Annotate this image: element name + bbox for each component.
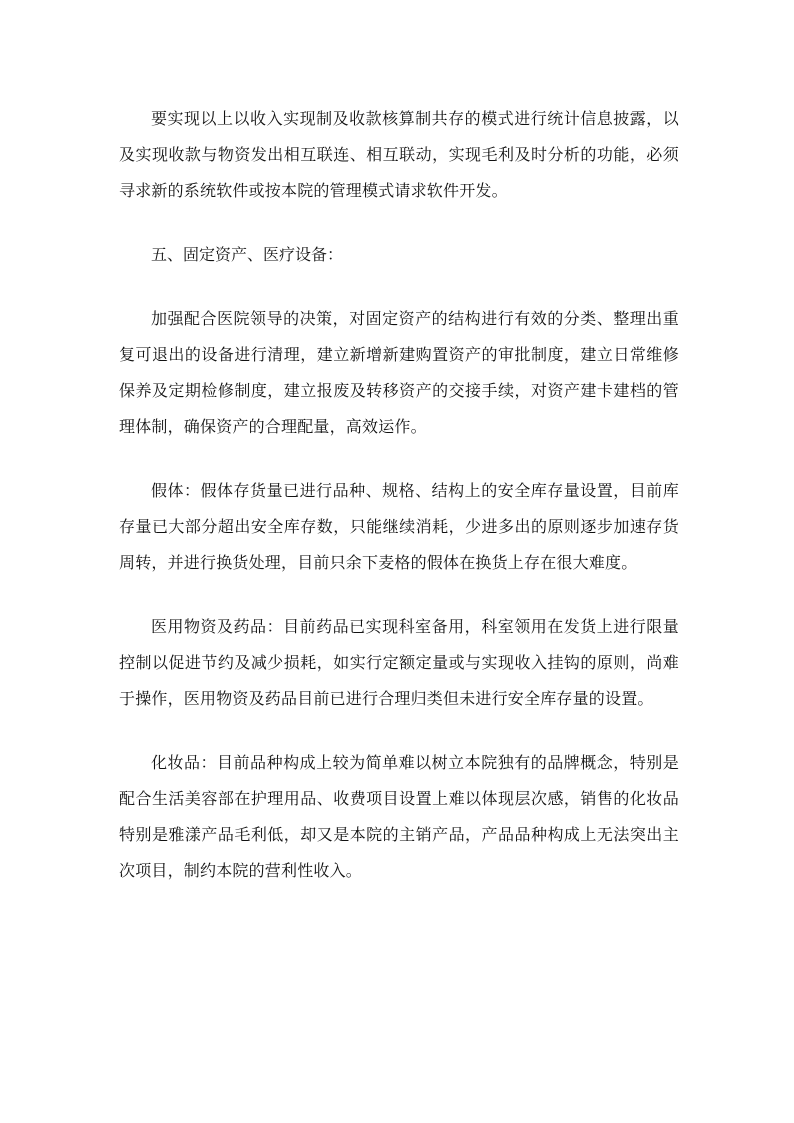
paragraph-fixed-assets: 加强配合医院领导的决策，对固定资产的结构进行有效的分类、整理出重复可退出的设备进行清理，建立新增新建购置资产的审批制度，建立日常维修保养及定期检修制度，建立报废及转移资产的交接手续，对资产建卡建档的管理体制，确保资产的合理配量，高效运作。 [119, 309, 679, 436]
section-heading-fixed-assets: 五、固定资产、医疗设备： [151, 245, 344, 264]
paragraph-medical-supplies: 医用物资及药品：目前药品已实现科室备用，科室领用在发货上进行限量控制以促进节约及减少损耗，如实行定额定量或与实现收入挂钩的原则，尚难于操作，医用物资及药品目前已进行合理归类但未进行安全库存量的设置。 [119, 617, 679, 708]
paragraph-statistics-disclosure: 要实现以上以收入实现制及收款核算制共存的模式进行统计信息披露，以及实现收款与物资发出相互联连、相互联动，实现毛利及时分析的功能，必须寻求新的系统软件或按本院的管理模式请求软件开发。 [119, 109, 679, 200]
paragraph-cosmetics: 化妆品：目前品种构成上较为简单难以树立本院独有的品牌概念，特别是配合生活美容部在护理用品、收费项目设置上难以体现层次感，销售的化妆品特别是雅漾产品毛利低，却又是本院的主销产品，产品品种构成上无法突出主次项目，制约本院的营利性收入。 [119, 753, 679, 880]
paragraph-prosthesis: 假体：假体存货量已进行品种、规格、结构上的安全库存量设置，目前库存量已大部分超出安全库存数，只能继续消耗，少进多出的原则逐步加速存货周转，并进行换货处理，目前只余下麦格的假体在换货上存在很大难度。 [119, 481, 679, 572]
document-body [119, 101, 679, 917]
